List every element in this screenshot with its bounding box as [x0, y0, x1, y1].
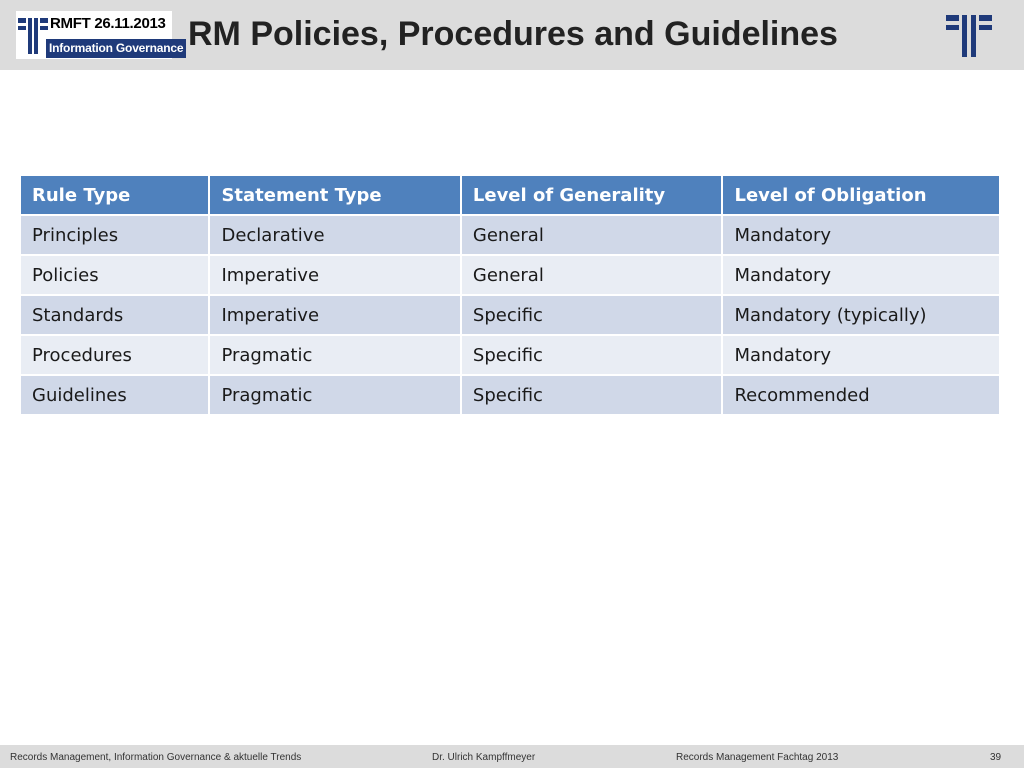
- obligation-cell: Mandatory (typically): [722, 295, 1000, 335]
- generality-cell: General: [461, 255, 723, 295]
- logo-event-date: RMFT 26.11.2013: [50, 15, 166, 32]
- slide-title: RM Policies, Procedures and Guidelines: [188, 15, 838, 53]
- rule-type-cell: Procedures: [20, 335, 209, 375]
- obligation-cell: Mandatory: [722, 255, 1000, 295]
- slide-footer: [0, 745, 1024, 768]
- column-header-level-of-obligation: Level of Obligation: [722, 175, 1000, 215]
- logo-subtitle: Information Governance: [46, 39, 186, 58]
- generality-cell: Specific: [461, 375, 723, 415]
- generality-cell: Specific: [461, 295, 723, 335]
- generality-cell: Specific: [461, 335, 723, 375]
- table-row: [20, 295, 1000, 335]
- rmft-logo: [16, 11, 184, 59]
- rule-type-cell: Principles: [20, 215, 209, 255]
- table-header-row: [20, 175, 1000, 215]
- statement-type-cell: Declarative: [209, 215, 460, 255]
- rule-type-cell: Guidelines: [20, 375, 209, 415]
- generality-cell: General: [461, 215, 723, 255]
- obligation-cell: Recommended: [722, 375, 1000, 415]
- obligation-cell: Mandatory: [722, 335, 1000, 375]
- column-header-level-of-generality: Level of Generality: [461, 175, 723, 215]
- footer-author: Dr. Ulrich Kampffmeyer: [432, 752, 536, 763]
- column-header-rule-type: Rule Type: [20, 175, 209, 215]
- rule-types-table: [19, 174, 1001, 416]
- statement-type-cell: Pragmatic: [209, 335, 460, 375]
- footer-presentation-title: Records Management, Information Governance & aktuelle Trends: [10, 752, 302, 763]
- rule-type-cell: Standards: [20, 295, 209, 335]
- statement-type-cell: Pragmatic: [209, 375, 460, 415]
- page-number: 39: [990, 752, 1002, 763]
- rule-type-cell: Policies: [20, 255, 209, 295]
- statement-type-cell: Imperative: [209, 255, 460, 295]
- ff-brand-icon: [946, 15, 992, 57]
- table-row: [20, 215, 1000, 255]
- column-header-statement-type: Statement Type: [209, 175, 460, 215]
- ff-logo-icon: [18, 18, 48, 54]
- obligation-cell: Mandatory: [722, 215, 1000, 255]
- table-row: [20, 375, 1000, 415]
- slide-header: [0, 0, 1024, 70]
- footer-event: Records Management Fachtag 2013: [676, 752, 839, 763]
- table-row: [20, 335, 1000, 375]
- statement-type-cell: Imperative: [209, 295, 460, 335]
- table-row: [20, 255, 1000, 295]
